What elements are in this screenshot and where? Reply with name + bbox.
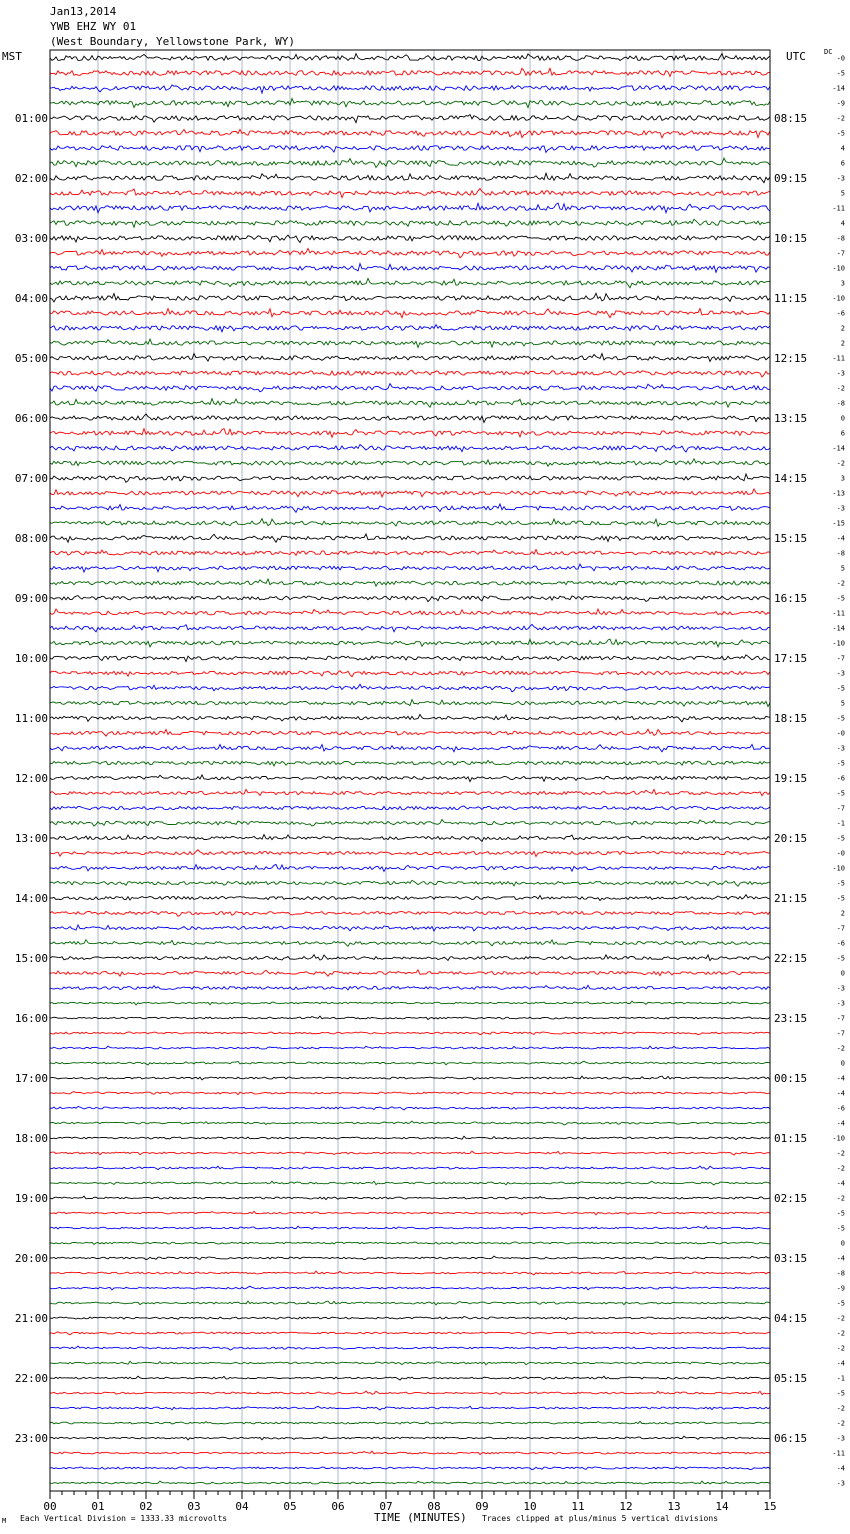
x-tick-label: 13	[667, 1500, 681, 1513]
mst-hour-label: 08:00	[14, 532, 48, 545]
trace-18	[50, 309, 770, 318]
mst-hour-label: 20:00	[14, 1252, 48, 1265]
trace-75	[50, 1166, 770, 1170]
dc-offset-label: 4	[840, 219, 845, 228]
utc-hour-label: 11:15	[774, 292, 808, 305]
trace-12	[50, 219, 770, 227]
trace-51	[50, 806, 770, 810]
trace-95	[50, 1467, 770, 1470]
trace-15	[50, 264, 770, 273]
x-tick-label: 11	[571, 1500, 585, 1513]
trace-96	[50, 1481, 770, 1484]
utc-hour-label: 16:15	[774, 592, 808, 605]
utc-hour-label: 14:15	[774, 472, 808, 485]
trace-41	[50, 655, 770, 662]
trace-32	[50, 519, 770, 527]
mst-hour-label: 17:00	[14, 1072, 48, 1085]
dc-offset-label: -10	[832, 639, 845, 648]
trace-72	[50, 1121, 770, 1125]
dc-offset-label: -14	[832, 444, 845, 453]
dc-offset-label: -4	[836, 1074, 845, 1083]
x-tick-label: 09	[475, 1500, 489, 1513]
trace-94	[50, 1451, 770, 1454]
utc-hour-label: 09:15	[774, 172, 808, 185]
dc-offset-label: -5	[836, 759, 845, 768]
x-tick-label: 04	[235, 1500, 249, 1513]
date-title: Jan13,2014	[50, 5, 117, 18]
dc-offset-label: 3	[840, 474, 845, 483]
dc-offset-label: -1	[836, 1374, 845, 1383]
mst-hour-label: 03:00	[14, 232, 48, 245]
trace-20	[50, 339, 770, 347]
dc-offset-label: -14	[832, 624, 845, 633]
trace-87	[50, 1346, 770, 1350]
trace-23	[50, 384, 770, 392]
trace-22	[50, 370, 770, 377]
dc-offset-label: -2	[836, 1149, 845, 1158]
utc-hour-label: 10:15	[774, 232, 808, 245]
trace-10	[50, 189, 770, 198]
trace-86	[50, 1332, 770, 1335]
x-tick-label: 01	[91, 1500, 105, 1513]
x-tick-label: 14	[715, 1500, 729, 1513]
dc-offset-label: -3	[836, 504, 845, 513]
trace-26	[50, 429, 770, 438]
trace-50	[50, 789, 770, 795]
trace-79	[50, 1226, 770, 1229]
trace-36	[50, 579, 770, 586]
dc-offset-label: -3	[836, 174, 845, 183]
trace-21	[50, 354, 770, 362]
dc-offset-label: -7	[836, 654, 845, 663]
mst-hour-label: 14:00	[14, 892, 48, 905]
utc-hour-label: 17:15	[774, 652, 808, 665]
dc-offset-label: 5	[840, 564, 845, 573]
dc-offset-label: -4	[836, 1179, 845, 1188]
trace-47	[50, 744, 770, 751]
dc-offset-label: -13	[832, 489, 845, 498]
dc-offset-label: -2	[836, 114, 845, 123]
utc-hour-label: 15:15	[774, 532, 808, 545]
dc-offset-label: -7	[836, 249, 845, 258]
dc-offset-label: -3	[836, 744, 845, 753]
dc-offset-label: -5	[836, 834, 845, 843]
dc-offset-label: -5	[836, 1389, 845, 1398]
x-tick-label: 10	[523, 1500, 537, 1513]
dc-offset-label: -2	[836, 1194, 845, 1203]
mst-hour-label: 19:00	[14, 1192, 48, 1205]
dc-offset-label: 5	[840, 699, 845, 708]
trace-58	[50, 911, 770, 916]
dc-offset-label: -8	[836, 1269, 845, 1278]
trace-54	[50, 850, 770, 857]
x-tick-label: 05	[283, 1500, 297, 1513]
trace-35	[50, 564, 770, 572]
mst-hour-label: 10:00	[14, 652, 48, 665]
dc-offset-label: -11	[832, 609, 845, 618]
mst-hour-label: 13:00	[14, 832, 48, 845]
trace-3	[50, 85, 770, 93]
mst-hour-label: 18:00	[14, 1132, 48, 1145]
dc-offset-label: 0	[840, 414, 845, 423]
dc-offset-label: -5	[836, 69, 845, 78]
trace-62	[50, 970, 770, 976]
dc-offset-label: -5	[836, 954, 845, 963]
dc-offset-label: -10	[832, 264, 845, 273]
mst-hour-label: 06:00	[14, 412, 48, 425]
trace-46	[50, 729, 770, 736]
dc-offset-label: -4	[836, 1119, 845, 1128]
trace-42	[50, 671, 770, 677]
dc-offset-label: -5	[836, 1299, 845, 1308]
dc-offset-label: -3	[836, 1479, 845, 1488]
dc-label: DC	[824, 48, 833, 56]
trace-93	[50, 1436, 770, 1440]
dc-offset-label: -8	[836, 399, 845, 408]
x-tick-label: 00	[43, 1500, 57, 1513]
trace-55	[50, 865, 770, 872]
x-tick-label: 07	[379, 1500, 393, 1513]
station-label: YWB EHZ WY 01	[50, 20, 137, 33]
trace-34	[50, 550, 770, 556]
dc-offset-label: -3	[836, 369, 845, 378]
trace-81	[50, 1256, 770, 1260]
utc-hour-label: 12:15	[774, 352, 808, 365]
utc-hour-label: 02:15	[774, 1192, 808, 1205]
dc-offset-label: 0	[840, 969, 845, 978]
x-axis-ticks	[43, 1491, 776, 1513]
dc-offset-label: -2	[836, 1164, 845, 1173]
trace-53	[50, 835, 770, 842]
trace-70	[50, 1092, 770, 1095]
utc-hour-label: 08:15	[774, 112, 808, 125]
trace-91	[50, 1406, 770, 1410]
x-tick-label: 08	[427, 1500, 441, 1513]
mst-hour-label: 04:00	[14, 292, 48, 305]
dc-offset-label: -6	[836, 309, 845, 318]
utc-hour-label: 13:15	[774, 412, 808, 425]
trace-64	[50, 1001, 770, 1005]
trace-88	[50, 1361, 770, 1365]
trace-9	[50, 173, 770, 183]
dc-offset-label: -5	[836, 129, 845, 138]
trace-52	[50, 820, 770, 827]
trace-90	[50, 1391, 770, 1395]
dc-offset-label: -6	[836, 774, 845, 783]
dc-offset-label: -3	[836, 984, 845, 993]
trace-13	[50, 235, 770, 242]
x-tick-label: 12	[619, 1500, 633, 1513]
x-tick-label: 15	[763, 1500, 777, 1513]
dc-offset-label: -14	[832, 84, 845, 93]
seismic-traces	[50, 54, 770, 1484]
trace-61	[50, 955, 770, 961]
trace-67	[50, 1046, 770, 1049]
dc-offset-label: 5	[840, 189, 845, 198]
dc-offset-label: -7	[836, 1014, 845, 1023]
dc-offset-label: -0	[836, 849, 845, 858]
clip-note: Traces clipped at plus/minus 5 vertical divisions	[482, 1514, 719, 1523]
trace-7	[50, 146, 770, 153]
location-label: (West Boundary, Yellowstone Park, WY)	[50, 35, 296, 48]
trace-38	[50, 609, 770, 615]
mst-hour-label: 21:00	[14, 1312, 48, 1325]
utc-hour-label: 00:15	[774, 1072, 808, 1085]
dc-offset-label: -15	[832, 519, 845, 528]
trace-44	[50, 700, 770, 707]
dc-offset-label: 3	[840, 279, 845, 288]
dc-offset-label: -5	[836, 879, 845, 888]
utc-hour-label: 23:15	[774, 1012, 808, 1025]
trace-63	[50, 985, 770, 990]
dc-offset-label: -4	[836, 534, 845, 543]
mst-hour-label: 11:00	[14, 712, 48, 725]
dc-offset-label: -7	[836, 1029, 845, 1038]
scale-note: Each Vertical Division = 1333.33 microvolts	[20, 1514, 228, 1523]
trace-31	[50, 504, 770, 512]
trace-24	[50, 399, 770, 408]
dc-offset-label: -11	[832, 354, 845, 363]
mst-hour-label: 05:00	[14, 352, 48, 365]
trace-8	[50, 158, 770, 167]
mst-hour-label: 15:00	[14, 952, 48, 965]
trace-92	[50, 1421, 770, 1424]
dc-offset-label: -4	[836, 1359, 845, 1368]
dc-offset-label: -2	[836, 1344, 845, 1353]
dc-offset-label: -4	[836, 1089, 845, 1098]
dc-offset-label: -1	[836, 819, 845, 828]
mst-hour-label: 22:00	[14, 1372, 48, 1385]
dc-offset-label: -7	[836, 804, 845, 813]
mst-hour-label: 01:00	[14, 112, 48, 125]
trace-78	[50, 1211, 770, 1215]
dc-offset-label: -2	[836, 1329, 845, 1338]
utc-hour-label: 05:15	[774, 1372, 808, 1385]
dc-offset-label: -2	[836, 1314, 845, 1323]
trace-65	[50, 1016, 770, 1019]
trace-60	[50, 940, 770, 947]
trace-84	[50, 1301, 770, 1305]
dc-offset-label: -9	[836, 1284, 845, 1293]
dc-offset-label: -2	[836, 1419, 845, 1428]
dc-offset-label: -5	[836, 594, 845, 603]
dc-offset-label: 6	[840, 429, 845, 438]
time-gridlines	[98, 50, 722, 1491]
utc-hour-label: 21:15	[774, 892, 808, 905]
trace-89	[50, 1376, 770, 1380]
utc-hour-label: 18:15	[774, 712, 808, 725]
dc-offset-label: -10	[832, 294, 845, 303]
trace-74	[50, 1151, 770, 1155]
utc-hour-label: 06:15	[774, 1432, 808, 1445]
dc-offset-label: -5	[836, 789, 845, 798]
dc-offset-label: -2	[836, 384, 845, 393]
trace-68	[50, 1061, 770, 1065]
dc-offset-label: -4	[836, 1464, 845, 1473]
trace-33	[50, 534, 770, 542]
dc-offset-label: -6	[836, 1104, 845, 1113]
mst-axis-title: MST	[2, 50, 22, 63]
dc-offset-label: -2	[836, 579, 845, 588]
dc-offset-label: -2	[836, 459, 845, 468]
footer-mark: M	[2, 1517, 7, 1525]
trace-39	[50, 624, 770, 631]
trace-76	[50, 1181, 770, 1185]
trace-30	[50, 489, 770, 497]
trace-82	[50, 1271, 770, 1275]
mst-hour-label: 07:00	[14, 472, 48, 485]
dc-offset-label: 6	[840, 159, 845, 168]
trace-77	[50, 1196, 770, 1200]
dc-offset-label: -7	[836, 924, 845, 933]
dc-offset-label: -11	[832, 1449, 845, 1458]
utc-axis-title: UTC	[786, 50, 806, 63]
trace-6	[50, 129, 770, 137]
x-axis-label: TIME (MINUTES)	[374, 1511, 467, 1524]
dc-offset-label: -5	[836, 1209, 845, 1218]
trace-4	[50, 98, 770, 107]
dc-offset-label: 0	[840, 1239, 845, 1248]
trace-2	[50, 68, 770, 76]
dc-offset-label: -4	[836, 1254, 845, 1263]
mst-hour-label: 12:00	[14, 772, 48, 785]
mst-hour-label: 09:00	[14, 592, 48, 605]
dc-offset-label: -0	[836, 54, 845, 63]
dc-offset-label: -3	[836, 999, 845, 1008]
trace-25	[50, 414, 770, 422]
trace-40	[50, 639, 770, 647]
trace-29	[50, 474, 770, 482]
dc-offset-label: 2	[840, 324, 845, 333]
trace-19	[50, 325, 770, 332]
trace-48	[50, 760, 770, 766]
trace-85	[50, 1317, 770, 1320]
dc-offset-label: -5	[836, 684, 845, 693]
x-tick-label: 03	[187, 1500, 201, 1513]
trace-73	[50, 1136, 770, 1139]
trace-1	[50, 54, 770, 61]
dc-offset-label: -6	[836, 939, 845, 948]
dc-offset-label: 0	[840, 1059, 845, 1068]
dc-offset-label: -0	[836, 729, 845, 738]
trace-71	[50, 1107, 770, 1110]
trace-83	[50, 1286, 770, 1290]
x-tick-label: 02	[139, 1500, 153, 1513]
dc-offset-label: -3	[836, 669, 845, 678]
mst-hour-label: 23:00	[14, 1432, 48, 1445]
utc-hour-label: 01:15	[774, 1132, 808, 1145]
dc-offset-label: -10	[832, 1134, 845, 1143]
dc-offset-label: 2	[840, 339, 845, 348]
utc-hour-label: 20:15	[774, 832, 808, 845]
dc-offset-label: -8	[836, 549, 845, 558]
trace-14	[50, 248, 770, 257]
trace-80	[50, 1242, 770, 1245]
dc-offset-label: -2	[836, 1404, 845, 1413]
mst-hour-label: 02:00	[14, 172, 48, 185]
dc-offset-label: -11	[832, 204, 845, 213]
trace-66	[50, 1032, 770, 1035]
dc-offset-label: -5	[836, 894, 845, 903]
trace-49	[50, 775, 770, 782]
utc-hour-label: 22:15	[774, 952, 808, 965]
trace-69	[50, 1076, 770, 1080]
trace-45	[50, 714, 770, 721]
trace-16	[50, 279, 770, 288]
utc-hour-label: 19:15	[774, 772, 808, 785]
dc-offset-label: -2	[836, 1044, 845, 1053]
dc-offset-label: -5	[836, 1224, 845, 1233]
trace-59	[50, 925, 770, 931]
trace-28	[50, 459, 770, 466]
dc-offset-label: -8	[836, 234, 845, 243]
trace-5	[50, 115, 770, 123]
trace-37	[50, 596, 770, 602]
trace-43	[50, 684, 770, 692]
trace-11	[50, 203, 770, 213]
trace-17	[50, 293, 770, 302]
mst-hour-label: 16:00	[14, 1012, 48, 1025]
dc-offset-label: -9	[836, 99, 845, 108]
x-tick-label: 06	[331, 1500, 345, 1513]
utc-hour-label: 04:15	[774, 1312, 808, 1325]
utc-hour-label: 03:15	[774, 1252, 808, 1265]
trace-56	[50, 880, 770, 886]
dc-offset-label: 2	[840, 909, 845, 918]
trace-27	[50, 445, 770, 453]
dc-offset-label: 4	[840, 144, 845, 153]
dc-offset-label: -3	[836, 1434, 845, 1443]
dc-offset-label: -5	[836, 714, 845, 723]
trace-57	[50, 895, 770, 901]
dc-offset-label: -10	[832, 864, 845, 873]
